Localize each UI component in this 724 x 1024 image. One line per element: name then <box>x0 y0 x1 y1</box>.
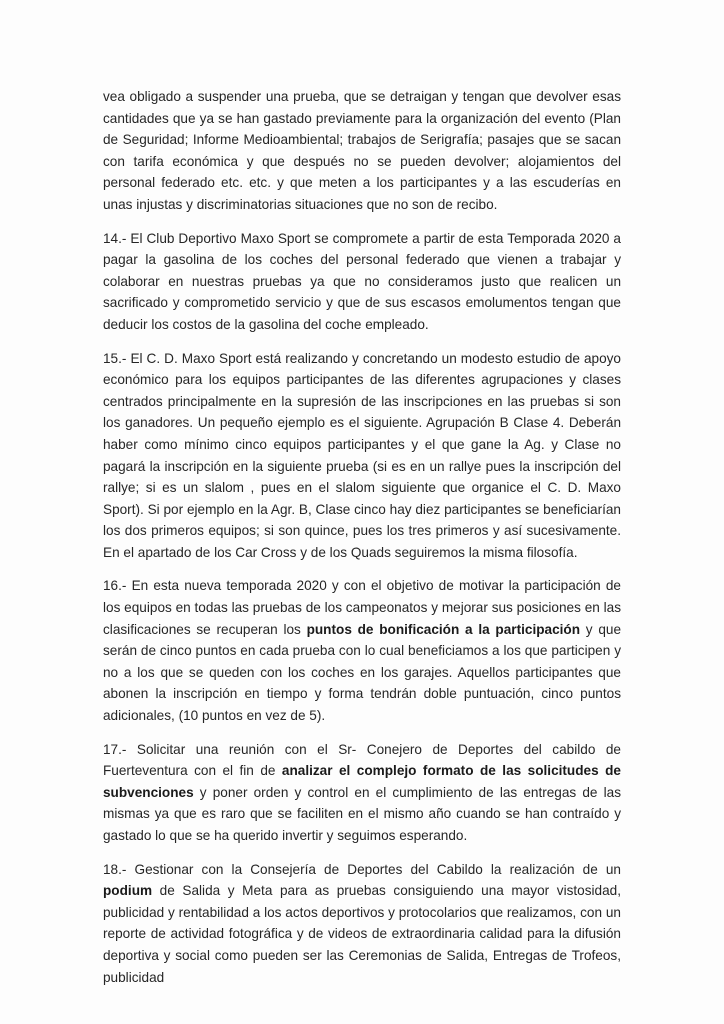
text-segment: de Salida y Meta para as pruebas consiguiendo una mayor vistosidad, publicidad y rentabilidad a los actos deportivos y protocolarios que realizamos, con un reporte de actividad fotográfica y de videos de extraordinaria calidad para la difusión deportiva y social como pueden ser las Ceremonias de Salida, Entregas de Trofeos, publicidad <box>103 883 621 985</box>
paragraph-15 <box>103 348 621 564</box>
bold-emphasis: puntos de bonificación a la participación <box>306 621 581 637</box>
text-segment: 16.- En esta nueva temporada 2020 y con el objetivo de motivar la participación de los equipos en todas las pruebas de los campeonatos y mejorar sus posiciones en las clasificaciones se recuperan los <box>103 578 621 637</box>
text-segment: 15.- El C. D. Maxo Sport está realizando y concretando un modesto estudio de apoyo económico para los equipos participantes de las diferentes agrupaciones y clases centrados principalmente en la supresión de las inscripciones en las pruebas si son los ganadores. Un pequeño ejemplo es el siguiente. Agrupación B Clase 4. Deberán haber como mínimo cinco equipos participantes y el que gane la Ag. y Clase no pagará la inscripción en la siguiente prueba (si es en un rallye pues la inscripción del rallye; si es un slalom , pues en el slalom siguiente que organice el C. D. Maxo Sport). Si por ejemplo en la Agr. B, Clase cinco hay diez participantes se beneficiarían los dos primeros equipos; si son quince, pues los tres primeros y así sucesivamente. En el apartado de los Car Cross y de los Quads seguiremos la misma filosofía. <box>103 350 621 560</box>
bold-emphasis: podium <box>103 883 153 899</box>
text-segment: y poner orden y control en el cumplimiento de las entregas de las mismas ya que es raro que se faciliten en el mismo año cuando se han contraído y gastado lo que se ha querido invertir y seguimos esperando. <box>103 784 621 843</box>
bold-emphasis: analizar el complejo formato de las solicitudes de subvenciones <box>103 763 621 800</box>
paragraph-17 <box>103 739 621 847</box>
text-segment: y que serán de cinco puntos en cada prueba con lo cual beneficiamos a los que participen y no a los que se queden con los coches en los garajes. Aquellos participantes que abonen la inscripción en tiempo y forma tendrán doble puntuación, cinco puntos adicionales, (10 puntos en vez de 5). <box>103 621 621 724</box>
paragraph-14 <box>103 228 621 336</box>
text-segment: vea obligado a suspender una prueba, que se detraigan y tengan que devolver esas cantidades que ya se han gastado previamente para la organización del evento (Plan de Seguridad; Informe Medioambiental; trabajos de Serigrafía; pasajes que se sacan con tarifa económica y que después no se pueden devolver; alojamientos del personal federado etc. etc. y que meten a los participantes y a las escuderías en unas injustas y discriminatorias situaciones que no son de recibo. <box>103 89 621 212</box>
paragraph-18 <box>103 859 621 989</box>
text-segment: 17.- Solicitar una reunión con el Sr- Conejero de Deportes del cabildo de Fuerteventura con el fin de <box>103 741 621 779</box>
text-segment: 14.- El Club Deportivo Maxo Sport se compromete a partir de esta Temporada 2020 a pagar la gasolina de los coches del personal federado que vienen a trabajar y colaborar en nuestras pruebas ya que no consideramos justo que realicen un sacrificado y comprometido servicio y que de sus escasos emolumentos tengan que deducir los costos de la gasolina del coche empleado. <box>103 230 621 332</box>
paragraph-continued <box>103 86 621 216</box>
paragraph-16 <box>103 575 621 726</box>
text-segment: 18.- Gestionar con la Consejería de Deportes del Cabildo la realización de un <box>103 861 621 877</box>
document-page <box>103 86 621 1000</box>
